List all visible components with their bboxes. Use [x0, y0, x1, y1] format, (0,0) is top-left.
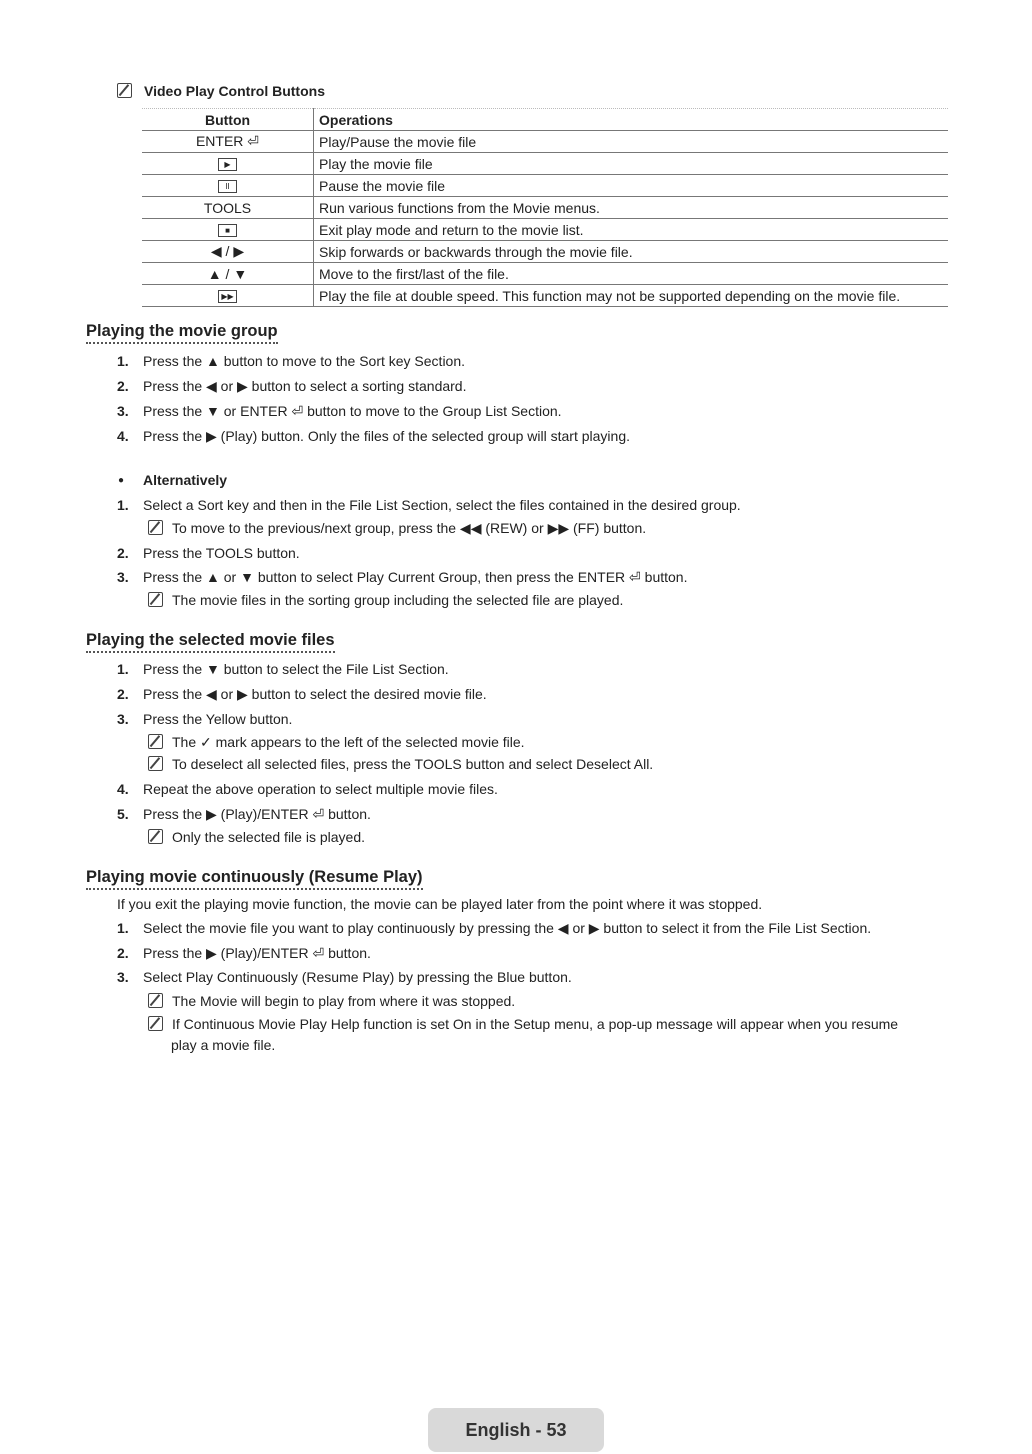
button-cell: TOOLS	[142, 197, 314, 219]
note	[148, 993, 515, 1009]
note-text: The ✓ mark appears to the left of the selected movie file.	[172, 734, 525, 750]
step-text: Press the ◀ or ▶ button to select the desired movie file.	[143, 686, 487, 702]
operation-cell: Play the file at double speed. This function may not be supported depending on the movie file.	[314, 285, 949, 307]
table-row	[142, 153, 948, 175]
button-cell: ▲ / ▼	[142, 263, 314, 285]
step-text: Press the Yellow button.	[143, 711, 293, 727]
step-text: Press the ◀ or ▶ button to select a sorting standard.	[143, 378, 467, 394]
step-number: 5.	[117, 806, 129, 822]
step-number: 1.	[117, 497, 129, 513]
note-text: The Movie will begin to play from where it was stopped.	[172, 993, 516, 1009]
note-text: To deselect all selected files, press the TOOLS button and select Deselect All.	[172, 756, 654, 772]
step-number: 1.	[117, 920, 129, 936]
step-text: Repeat the above operation to select multiple movie files.	[143, 781, 498, 797]
step-text: Select the movie file you want to play continuously by pressing the ◀ or ▶ button to select it from the File List Section.	[143, 920, 872, 936]
step-text: Select a Sort key and then in the File List Section, select the files contained in the desired group.	[143, 497, 741, 513]
table-header-button: Button	[142, 109, 314, 131]
bullet-icon: ●	[118, 475, 125, 486]
note	[148, 829, 365, 845]
step-number: 1.	[117, 661, 129, 677]
note	[148, 1016, 898, 1032]
operation-cell: Skip forwards or backwards through the movie file.	[314, 241, 949, 263]
alternatively-label: Alternatively	[143, 472, 228, 488]
operation-cell: Exit play mode and return to the movie list.	[314, 219, 949, 241]
note-icon	[148, 592, 163, 607]
step-number: 2.	[117, 378, 129, 394]
step-number: 2.	[117, 545, 129, 561]
button-cell: ENTER ⏎	[142, 131, 314, 153]
section-heading: Playing movie continuously (Resume Play)	[86, 868, 423, 890]
note-icon	[148, 734, 163, 749]
table-row	[142, 263, 948, 285]
table-row	[142, 285, 948, 307]
button-cell: ◀ / ▶	[142, 241, 314, 263]
table-row	[142, 219, 948, 241]
note-text: Only the selected file is played.	[172, 829, 365, 845]
note	[148, 592, 623, 608]
step-text: Press the ▲ or ▼ button to select Play Current Group, then press the ENTER ⏎ button.	[143, 569, 688, 585]
step-number: 2.	[117, 945, 129, 961]
note-icon	[148, 1016, 163, 1031]
note-icon	[148, 829, 163, 844]
table-row	[142, 131, 948, 153]
table-header-operations: Operations	[314, 109, 949, 131]
operation-cell: Pause the movie file	[314, 175, 949, 197]
note-icon	[117, 83, 132, 98]
note-icon	[148, 520, 163, 535]
table-row	[142, 197, 948, 219]
note-text: If Continuous Movie Play Help function is set On in the Setup menu, a pop-up message will appear when you resume	[172, 1016, 899, 1032]
operation-cell: Play the movie file	[314, 153, 949, 175]
step-number: 2.	[117, 686, 129, 702]
note-icon	[148, 993, 163, 1008]
step-text: Press the ▶ (Play)/ENTER ⏎ button.	[143, 806, 371, 822]
table-row	[142, 241, 948, 263]
step-number: 1.	[117, 353, 129, 369]
section-heading: Playing the selected movie files	[86, 631, 335, 653]
operation-cell: Move to the first/last of the file.	[314, 263, 949, 285]
step-number: 3.	[117, 711, 129, 727]
step-number: 3.	[117, 969, 129, 985]
step-number: 3.	[117, 403, 129, 419]
step-number: 4.	[117, 781, 129, 797]
step-text: Press the ▶ (Play)/ENTER ⏎ button.	[143, 945, 371, 961]
step-text: Select Play Continuously (Resume Play) by pressing the Blue button.	[143, 969, 572, 985]
play-icon: ▶	[218, 158, 237, 171]
step-number: 3.	[117, 569, 129, 585]
fast-forward-icon: ▶▶	[218, 290, 237, 303]
note-text: To move to the previous/next group, press the ◀◀ (REW) or ▶▶ (FF) button.	[172, 520, 647, 536]
control-buttons-table	[142, 108, 948, 307]
note-text: The movie files in the sorting group including the selected file are played.	[172, 592, 624, 608]
note	[148, 756, 653, 772]
step-text: Press the ▶ (Play) button. Only the files of the selected group will start playing.	[143, 428, 630, 444]
note-icon	[148, 756, 163, 771]
stop-icon: ■	[218, 224, 237, 237]
table-title-text: Video Play Control Buttons	[144, 83, 325, 99]
page-footer: English - 53	[428, 1408, 604, 1452]
step-number: 4.	[117, 428, 129, 444]
table-row	[142, 175, 948, 197]
table-title	[117, 83, 325, 99]
note-text-continued: play a movie file.	[171, 1037, 276, 1053]
section-heading: Playing the movie group	[86, 322, 278, 344]
pause-icon: II	[218, 180, 237, 193]
step-text: Press the ▲ button to move to the Sort key Section.	[143, 353, 466, 369]
note	[148, 734, 525, 751]
step-text: Press the TOOLS button.	[143, 545, 300, 561]
step-text: Press the ▼ or ENTER ⏎ button to move to the Group List Section.	[143, 403, 562, 419]
step-text: Press the ▼ button to select the File List Section.	[143, 661, 449, 677]
operation-cell: Play/Pause the movie file	[314, 131, 949, 153]
note	[148, 520, 646, 537]
operation-cell: Run various functions from the Movie menus.	[314, 197, 949, 219]
intro-text: If you exit the playing movie function, the movie can be played later from the point where it was stopped.	[117, 896, 763, 912]
